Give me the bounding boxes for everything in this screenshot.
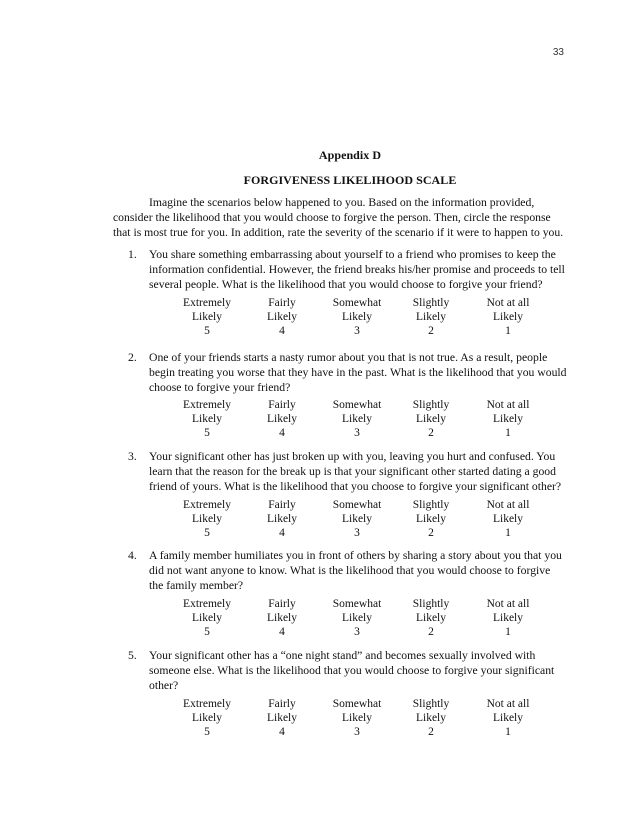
response-scale	[128, 598, 568, 642]
option-label: Not at all	[486, 499, 530, 511]
appendix-title: Appendix D	[318, 148, 382, 162]
instructions-line: consider the likelihood that you would choose to forgive the person. Then, circle the response	[113, 211, 551, 225]
option-label: Fairly	[268, 698, 296, 710]
option-label: Somewhat	[332, 499, 382, 511]
option-value: 4	[279, 324, 285, 337]
option-value: 2	[428, 625, 434, 638]
scale-option-not-at-all-likely[interactable]	[463, 399, 553, 440]
option-value: 4	[279, 526, 285, 539]
question-number: 4.	[128, 549, 137, 562]
option-label: Somewhat	[332, 399, 382, 411]
question-line: You share something embarrassing about yourself to a friend who promises to keep the	[149, 248, 556, 261]
option-label: Slightly	[412, 399, 450, 411]
option-value: 3	[354, 625, 360, 638]
option-label: Likely	[191, 611, 223, 624]
option-label: Not at all	[486, 698, 530, 710]
scale-option-not-at-all-likely[interactable]	[463, 698, 553, 739]
option-value: 3	[354, 725, 360, 738]
option-label: Likely	[191, 412, 223, 425]
question-number: 3.	[128, 450, 137, 463]
option-label: Fairly	[268, 399, 296, 411]
page-number: 33	[552, 47, 564, 58]
option-label: Likely	[266, 512, 298, 525]
option-label: Likely	[415, 611, 447, 624]
option-label: Fairly	[268, 297, 296, 309]
question-text	[149, 350, 569, 396]
option-value: 1	[505, 324, 511, 337]
option-value: 5	[204, 426, 210, 439]
option-label: Likely	[266, 611, 298, 624]
option-value: 3	[354, 526, 360, 539]
question-line: someone else. What is the likelihood that you would choose to forgive your significant	[149, 664, 555, 678]
scale-title: FORGIVENESS LIKELIHOOD SCALE	[243, 173, 457, 187]
question-line: Your significant other has just broken up with you, leaving you hurt and confused. You	[149, 450, 556, 463]
option-label: Likely	[492, 310, 524, 323]
option-label: Not at all	[486, 598, 530, 610]
option-value: 5	[204, 725, 210, 738]
option-label: Likely	[341, 611, 373, 624]
option-label: Likely	[341, 512, 373, 525]
option-value: 3	[354, 426, 360, 439]
option-label: Fairly	[268, 499, 296, 511]
question-text	[149, 247, 569, 293]
option-label: Likely	[341, 711, 373, 724]
option-label: Likely	[415, 711, 447, 724]
option-label: Slightly	[412, 499, 450, 511]
option-label: Likely	[341, 310, 373, 323]
option-value: 2	[428, 324, 434, 337]
option-label: Slightly	[412, 598, 450, 610]
question-line: did not want anyone to know. What is the likelihood that you would choose to forgive	[149, 564, 551, 578]
option-label: Extremely	[183, 698, 231, 710]
option-label: Likely	[266, 711, 298, 724]
scale-option-not-at-all-likely[interactable]	[463, 598, 553, 639]
option-value: 1	[505, 725, 511, 738]
option-value: 1	[505, 526, 511, 539]
question-number: 1.	[128, 248, 137, 261]
instructions-line: Imagine the scenarios below happened to you. Based on the information provided,	[149, 196, 535, 209]
option-label: Somewhat	[332, 297, 382, 309]
option-label: Slightly	[412, 297, 450, 309]
option-value: 4	[279, 426, 285, 439]
question-line: A family member humiliates you in front of others by sharing a story about you that you	[149, 549, 562, 562]
option-label: Fairly	[268, 598, 296, 610]
option-label: Somewhat	[332, 598, 382, 610]
option-value: 3	[354, 324, 360, 337]
question-line: choose to forgive your friend?	[149, 381, 291, 395]
option-label: Likely	[266, 310, 298, 323]
instructions-line: that is most true for you. In addition, rate the severity of the scenario if it were to happen to you.	[113, 226, 564, 240]
response-scale	[128, 297, 568, 341]
option-label: Extremely	[183, 297, 231, 309]
option-value: 4	[279, 625, 285, 638]
question-line: One of your friends starts a nasty rumor about you that is not true. As a result, people	[149, 351, 548, 364]
question-line: Your significant other has a “one night stand” and becomes sexually involved with	[149, 649, 536, 662]
question-line: the family member?	[149, 579, 244, 593]
question-text	[149, 648, 569, 694]
option-label: Likely	[191, 512, 223, 525]
option-label: Likely	[415, 512, 447, 525]
response-scale	[128, 399, 568, 443]
option-label: Likely	[191, 711, 223, 724]
option-label: Extremely	[183, 399, 231, 411]
question-number: 5.	[128, 649, 137, 662]
question-line: other?	[149, 679, 179, 693]
option-label: Likely	[492, 611, 524, 624]
question-line: information confidential. However, the friend breaks his/her promise and proceeds to tell	[149, 263, 565, 277]
option-label: Likely	[191, 310, 223, 323]
option-value: 5	[204, 526, 210, 539]
question-line: learn that the reason for the break up is that your significant other started dating a good	[149, 465, 556, 479]
option-label: Likely	[492, 412, 524, 425]
option-label: Slightly	[412, 698, 450, 710]
scale-option-not-at-all-likely[interactable]	[463, 297, 553, 338]
option-label: Likely	[415, 310, 447, 323]
option-label: Likely	[492, 711, 524, 724]
option-label: Extremely	[183, 598, 231, 610]
question-text	[149, 449, 569, 495]
instructions-paragraph	[113, 195, 565, 241]
option-label: Extremely	[183, 499, 231, 511]
option-label: Somewhat	[332, 698, 382, 710]
response-scale	[128, 499, 568, 543]
option-label: Not at all	[486, 297, 530, 309]
option-value: 1	[505, 625, 511, 638]
option-label: Likely	[266, 412, 298, 425]
option-value: 1	[505, 426, 511, 439]
option-label: Likely	[415, 412, 447, 425]
option-label: Likely	[341, 412, 373, 425]
option-value: 5	[204, 625, 210, 638]
scale-option-not-at-all-likely[interactable]	[463, 499, 553, 540]
option-value: 2	[428, 725, 434, 738]
option-value: 5	[204, 324, 210, 337]
option-label: Likely	[492, 512, 524, 525]
question-number: 2.	[128, 351, 137, 364]
option-label: Not at all	[486, 399, 530, 411]
question-text	[149, 548, 569, 594]
option-value: 2	[428, 526, 434, 539]
question-line: begin treating you worse that they have in the past. What is the likelihood that you would	[149, 366, 567, 380]
option-value: 2	[428, 426, 434, 439]
response-scale	[128, 698, 568, 742]
question-line: friend of yours. What is the likelihood that you choose to forgive your significant other?	[149, 480, 562, 494]
question-line: several people. What is the likelihood that you would choose to forgive your friend?	[149, 278, 543, 292]
option-value: 4	[279, 725, 285, 738]
